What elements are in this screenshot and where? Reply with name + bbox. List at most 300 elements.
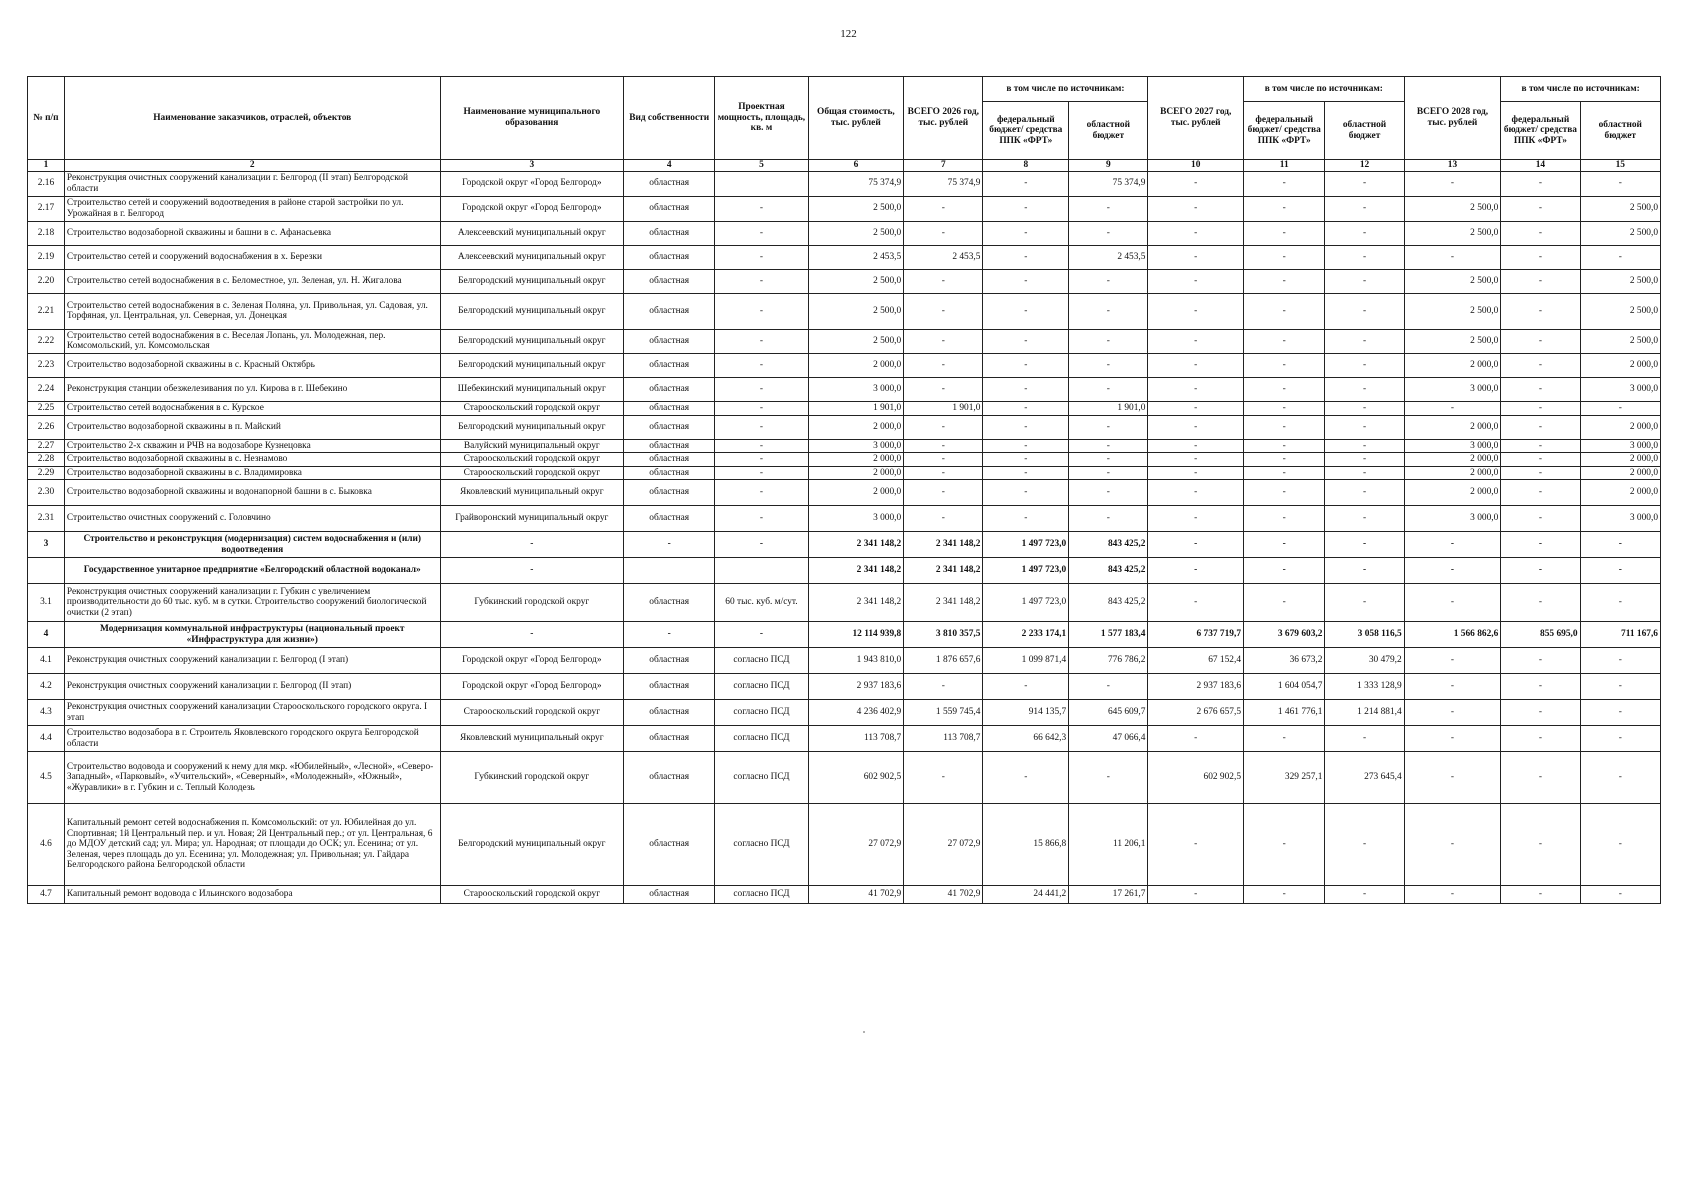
cell-total-2026: 113 708,7	[904, 726, 983, 752]
column-number: 3	[440, 160, 623, 172]
header-total-cost: Общая стоимость, тыс. рублей	[808, 77, 904, 160]
cell-capacity: -	[715, 329, 808, 353]
header-regional-2028: областной бюджет	[1580, 102, 1660, 160]
column-number: 4	[624, 160, 715, 172]
cell-total-cost: 2 500,0	[808, 196, 904, 221]
cell-regional-2027: -	[1325, 171, 1404, 196]
cell-row-num: 3	[28, 532, 65, 558]
cell-federal-2028: -	[1501, 171, 1580, 196]
cell-federal-2028: -	[1501, 804, 1580, 886]
header-num: № п/п	[28, 77, 65, 160]
column-number: 13	[1404, 160, 1501, 172]
cell-regional-2026: 1 901,0	[1069, 401, 1148, 415]
cell-ownership: областная	[624, 804, 715, 886]
cell-total-2026: -	[904, 221, 983, 245]
cell-federal-2028: -	[1501, 726, 1580, 752]
cell-regional-2028: -	[1580, 558, 1660, 584]
cell-total-2027: -	[1148, 804, 1244, 886]
cell-total-cost: 2 000,0	[808, 453, 904, 467]
header-sources-2028: в том числе по источникам:	[1501, 77, 1661, 102]
cell-federal-2027: -	[1244, 221, 1325, 245]
table-row	[28, 726, 1661, 752]
cell-total-2026: -	[904, 353, 983, 377]
cell-total-2028: 2 500,0	[1404, 293, 1501, 329]
cell-ownership: областная	[624, 480, 715, 506]
scan-artifact-dot	[863, 1031, 865, 1033]
cell-federal-2028: -	[1501, 453, 1580, 467]
cell-object-name: Строительство сетей и сооружений водоснабжения в х. Березки	[64, 245, 440, 269]
cell-regional-2028: 2 500,0	[1580, 221, 1660, 245]
cell-federal-2026: 1 497 723,0	[983, 584, 1069, 622]
cell-regional-2026: -	[1069, 453, 1148, 467]
cell-capacity: согласно ПСД	[715, 886, 808, 904]
cell-total-cost: 3 000,0	[808, 506, 904, 532]
cell-regional-2027: -	[1325, 221, 1404, 245]
cell-total-2026: -	[904, 329, 983, 353]
header-municipality: Наименование муниципального образования	[440, 77, 623, 160]
cell-ownership: областная	[624, 196, 715, 221]
cell-capacity: согласно ПСД	[715, 700, 808, 726]
cell-federal-2026: 66 642,3	[983, 726, 1069, 752]
cell-total-2028: 1 566 862,6	[1404, 622, 1501, 648]
table-section-row	[28, 622, 1661, 648]
cell-regional-2026: -	[1069, 752, 1148, 804]
table-row	[28, 466, 1661, 480]
cell-total-cost: 602 902,5	[808, 752, 904, 804]
table-row	[28, 221, 1661, 245]
cell-total-2026: 27 072,9	[904, 804, 983, 886]
cell-regional-2026: -	[1069, 466, 1148, 480]
cell-federal-2026: -	[983, 480, 1069, 506]
cell-municipality: Городской округ «Город Белгород»	[440, 648, 623, 674]
cell-regional-2027: -	[1325, 466, 1404, 480]
cell-regional-2026: 843 425,2	[1069, 558, 1148, 584]
table-row	[28, 886, 1661, 904]
cell-total-2027: 2 676 657,5	[1148, 700, 1244, 726]
cell-total-2027: -	[1148, 584, 1244, 622]
cell-total-2026: 75 374,9	[904, 171, 983, 196]
cell-total-2028: 2 000,0	[1404, 480, 1501, 506]
cell-federal-2028: -	[1501, 401, 1580, 415]
cell-regional-2028: -	[1580, 648, 1660, 674]
column-number: 14	[1501, 160, 1580, 172]
cell-object-name: Строительство водозаборной скважины в п. Майский	[64, 415, 440, 439]
cell-municipality: Городской округ «Город Белгород»	[440, 196, 623, 221]
cell-municipality: Губкинский городской округ	[440, 752, 623, 804]
cell-federal-2027: -	[1244, 726, 1325, 752]
cell-capacity: -	[715, 353, 808, 377]
cell-row-num: 2.28	[28, 453, 65, 467]
cell-object-name: Строительство сетей водоснабжения в с. Зеленая Поляна, ул. Привольная, ул. Садовая, ул. Торфяная, ул. Центральная, ул. Северная, ул. Донецкая	[64, 293, 440, 329]
cell-row-num	[28, 558, 65, 584]
cell-ownership: областная	[624, 584, 715, 622]
cell-federal-2026: 2 233 174,1	[983, 622, 1069, 648]
column-number: 11	[1244, 160, 1325, 172]
cell-row-num: 4.7	[28, 886, 65, 904]
cell-total-2028: -	[1404, 752, 1501, 804]
table-row	[28, 377, 1661, 401]
cell-federal-2028: -	[1501, 700, 1580, 726]
cell-regional-2028: 2 500,0	[1580, 329, 1660, 353]
cell-federal-2027: 1 461 776,1	[1244, 700, 1325, 726]
cell-total-2026: 2 341 148,2	[904, 558, 983, 584]
cell-ownership: областная	[624, 674, 715, 700]
cell-total-2028: -	[1404, 401, 1501, 415]
cell-capacity: согласно ПСД	[715, 804, 808, 886]
cell-total-2027: -	[1148, 245, 1244, 269]
cell-total-2028: -	[1404, 245, 1501, 269]
cell-row-num: 4.6	[28, 804, 65, 886]
cell-regional-2026: -	[1069, 269, 1148, 293]
cell-capacity: -	[715, 453, 808, 467]
cell-federal-2028: -	[1501, 221, 1580, 245]
cell-row-num: 2.29	[28, 466, 65, 480]
cell-total-2026: 2 341 148,2	[904, 532, 983, 558]
cell-capacity: согласно ПСД	[715, 752, 808, 804]
column-number: 1	[28, 160, 65, 172]
cell-federal-2027: -	[1244, 171, 1325, 196]
cell-ownership: областная	[624, 466, 715, 480]
cell-row-num: 4.3	[28, 700, 65, 726]
cell-capacity: -	[715, 293, 808, 329]
header-regional-2027: областной бюджет	[1325, 102, 1404, 160]
cell-federal-2027: -	[1244, 415, 1325, 439]
cell-regional-2027: -	[1325, 401, 1404, 415]
table-row	[28, 584, 1661, 622]
cell-total-2027: -	[1148, 453, 1244, 467]
cell-municipality: Валуйский муниципальный округ	[440, 439, 623, 453]
cell-total-2026: 1 559 745,4	[904, 700, 983, 726]
cell-total-2027: -	[1148, 480, 1244, 506]
cell-regional-2028: -	[1580, 171, 1660, 196]
cell-row-num: 2.30	[28, 480, 65, 506]
cell-municipality: Яковлевский муниципальный округ	[440, 480, 623, 506]
cell-total-2027: -	[1148, 293, 1244, 329]
cell-capacity: -	[715, 415, 808, 439]
cell-total-2028: 2 000,0	[1404, 415, 1501, 439]
table-row	[28, 700, 1661, 726]
cell-object-name: Строительство 2-х скважин и РЧВ на водозаборе Кузнецовка	[64, 439, 440, 453]
cell-ownership: областная	[624, 506, 715, 532]
cell-municipality: Старооскольский городской округ	[440, 401, 623, 415]
cell-federal-2026: -	[983, 171, 1069, 196]
cell-federal-2028: -	[1501, 466, 1580, 480]
cell-federal-2028: -	[1501, 674, 1580, 700]
cell-total-2027: -	[1148, 401, 1244, 415]
header-customer: Наименование заказчиков, отраслей, объектов	[64, 77, 440, 160]
cell-total-2026: -	[904, 480, 983, 506]
cell-regional-2027: -	[1325, 415, 1404, 439]
cell-object-name: Государственное унитарное предприятие «Белгородский областной водоканал»	[64, 558, 440, 584]
cell-ownership: областная	[624, 293, 715, 329]
cell-capacity: -	[715, 401, 808, 415]
cell-total-2028: 2 500,0	[1404, 196, 1501, 221]
cell-total-cost: 113 708,7	[808, 726, 904, 752]
cell-federal-2027: -	[1244, 293, 1325, 329]
cell-regional-2026: -	[1069, 353, 1148, 377]
cell-federal-2028: 855 695,0	[1501, 622, 1580, 648]
table-row	[28, 804, 1661, 886]
cell-total-cost: 2 341 148,2	[808, 584, 904, 622]
cell-regional-2026: 47 066,4	[1069, 726, 1148, 752]
cell-total-2028: -	[1404, 700, 1501, 726]
cell-total-2026: -	[904, 453, 983, 467]
cell-regional-2028: -	[1580, 752, 1660, 804]
cell-object-name: Реконструкция очистных сооружений канализации г. Белгород (II этап)	[64, 674, 440, 700]
cell-regional-2026: -	[1069, 377, 1148, 401]
cell-regional-2026: 843 425,2	[1069, 584, 1148, 622]
cell-ownership: -	[624, 532, 715, 558]
cell-ownership: областная	[624, 377, 715, 401]
cell-federal-2026: -	[983, 221, 1069, 245]
table-section-row	[28, 558, 1661, 584]
cell-object-name: Строительство сетей и сооружений водоотведения в районе старой застройки по ул. Урожайная в г. Белгород	[64, 196, 440, 221]
cell-regional-2026: -	[1069, 674, 1148, 700]
cell-object-name: Реконструкция очистных сооружений канализации г. Губкин с увеличением производительности до 60 тыс. куб. м в сутки. Строительство сооружений биологической очистки (2 этап)	[64, 584, 440, 622]
cell-regional-2028: -	[1580, 886, 1660, 904]
cell-regional-2026: -	[1069, 480, 1148, 506]
cell-total-2028: 3 000,0	[1404, 506, 1501, 532]
cell-municipality: Грайворонский муниципальный округ	[440, 506, 623, 532]
cell-regional-2028: -	[1580, 804, 1660, 886]
investment-program-table	[27, 76, 1661, 904]
cell-regional-2027: 30 479,2	[1325, 648, 1404, 674]
cell-regional-2027: 273 645,4	[1325, 752, 1404, 804]
cell-total-2027: -	[1148, 726, 1244, 752]
cell-total-2026: -	[904, 196, 983, 221]
cell-total-cost: 41 702,9	[808, 886, 904, 904]
cell-row-num: 2.24	[28, 377, 65, 401]
cell-row-num: 2.17	[28, 196, 65, 221]
cell-total-cost: 2 000,0	[808, 480, 904, 506]
cell-federal-2027: 36 673,2	[1244, 648, 1325, 674]
cell-total-2028: -	[1404, 648, 1501, 674]
cell-regional-2027: -	[1325, 293, 1404, 329]
cell-capacity: согласно ПСД	[715, 648, 808, 674]
cell-object-name: Строительство и реконструкция (модернизация) систем водоснабжения и (или) водоотведения	[64, 532, 440, 558]
cell-federal-2026: 1 497 723,0	[983, 532, 1069, 558]
header-sources-2027: в том числе по источникам:	[1244, 77, 1405, 102]
cell-row-num: 2.27	[28, 439, 65, 453]
cell-federal-2027: -	[1244, 401, 1325, 415]
table-row	[28, 480, 1661, 506]
cell-object-name: Строительство водозаборной скважины в с. Незнамово	[64, 453, 440, 467]
cell-federal-2028: -	[1501, 886, 1580, 904]
cell-total-cost: 2 500,0	[808, 329, 904, 353]
cell-regional-2026: 843 425,2	[1069, 532, 1148, 558]
cell-total-2027: -	[1148, 415, 1244, 439]
table-row	[28, 401, 1661, 415]
cell-municipality: Губкинский городской округ	[440, 584, 623, 622]
cell-federal-2027: -	[1244, 480, 1325, 506]
cell-total-2028: -	[1404, 558, 1501, 584]
cell-regional-2027: 1 333 128,9	[1325, 674, 1404, 700]
cell-regional-2027: -	[1325, 453, 1404, 467]
cell-capacity: -	[715, 532, 808, 558]
cell-total-cost: 27 072,9	[808, 804, 904, 886]
cell-row-num: 4.5	[28, 752, 65, 804]
cell-regional-2026: -	[1069, 221, 1148, 245]
cell-municipality: Белгородский муниципальный округ	[440, 804, 623, 886]
cell-total-cost: 3 000,0	[808, 377, 904, 401]
cell-total-2028: -	[1404, 674, 1501, 700]
cell-ownership: областная	[624, 329, 715, 353]
cell-object-name: Модернизация коммунальной инфраструктуры (национальный проект «Инфраструктура для жизни»)	[64, 622, 440, 648]
cell-municipality: -	[440, 622, 623, 648]
cell-regional-2028: 2 000,0	[1580, 466, 1660, 480]
cell-federal-2026: -	[983, 453, 1069, 467]
cell-municipality: Белгородский муниципальный округ	[440, 293, 623, 329]
cell-total-2028: -	[1404, 584, 1501, 622]
cell-federal-2027: -	[1244, 804, 1325, 886]
cell-total-2028: 2 500,0	[1404, 269, 1501, 293]
cell-total-2026: 41 702,9	[904, 886, 983, 904]
cell-row-num: 2.26	[28, 415, 65, 439]
cell-object-name: Капитальный ремонт сетей водоснабжения п. Комсомольский: от ул. Юбилейная до ул. Спортивная; 1й Центральный пер. и ул. Новая; 2й Центральный пер.; от ул. Центральная, 6 до МДОУ детский сад; ул. Мира; ул. Народная; от площади до ОСК; ул. Есенина; от ул. Зеленая, через площадь до ул. Есенина; ул. Молодежная; ул. Привольная; ул. Гайдара Белгородского района Белгородской области	[64, 804, 440, 886]
table-row	[28, 353, 1661, 377]
cell-regional-2028: 3 000,0	[1580, 377, 1660, 401]
header-total-2026: ВСЕГО 2026 год, тыс. рублей	[904, 77, 983, 160]
cell-ownership: областная	[624, 353, 715, 377]
table-row	[28, 506, 1661, 532]
cell-federal-2027: -	[1244, 532, 1325, 558]
cell-total-2028: 2 000,0	[1404, 466, 1501, 480]
cell-regional-2027: -	[1325, 353, 1404, 377]
cell-object-name: Строительство водозаборной скважины и водонапорной башни в с. Быковка	[64, 480, 440, 506]
cell-total-2028: 2 500,0	[1404, 221, 1501, 245]
cell-federal-2026: -	[983, 196, 1069, 221]
cell-total-2027: -	[1148, 506, 1244, 532]
cell-regional-2028: 2 000,0	[1580, 453, 1660, 467]
cell-total-2026: -	[904, 466, 983, 480]
cell-regional-2028: 2 500,0	[1580, 293, 1660, 329]
table-row	[28, 245, 1661, 269]
cell-federal-2027: -	[1244, 886, 1325, 904]
cell-regional-2027: -	[1325, 726, 1404, 752]
cell-object-name: Реконструкция станции обезжелезивания по ул. Кирова в г. Шебекино	[64, 377, 440, 401]
cell-ownership: областная	[624, 221, 715, 245]
cell-ownership: областная	[624, 453, 715, 467]
cell-total-cost: 12 114 939,8	[808, 622, 904, 648]
cell-regional-2026: 776 786,2	[1069, 648, 1148, 674]
cell-row-num: 4	[28, 622, 65, 648]
cell-ownership: областная	[624, 648, 715, 674]
cell-total-cost: 2 000,0	[808, 466, 904, 480]
cell-regional-2028: 2 000,0	[1580, 415, 1660, 439]
cell-row-num: 2.19	[28, 245, 65, 269]
cell-federal-2026: -	[983, 752, 1069, 804]
cell-total-2028: 3 000,0	[1404, 439, 1501, 453]
cell-total-2027: -	[1148, 439, 1244, 453]
cell-federal-2026: 914 135,7	[983, 700, 1069, 726]
cell-regional-2028: -	[1580, 700, 1660, 726]
cell-total-2028: -	[1404, 804, 1501, 886]
table-row	[28, 453, 1661, 467]
cell-total-2028: 3 000,0	[1404, 377, 1501, 401]
cell-municipality: Старооскольский городской округ	[440, 466, 623, 480]
cell-capacity: -	[715, 245, 808, 269]
cell-capacity: -	[715, 439, 808, 453]
cell-regional-2028: 3 000,0	[1580, 439, 1660, 453]
cell-federal-2026: -	[983, 506, 1069, 532]
cell-capacity: согласно ПСД	[715, 726, 808, 752]
cell-federal-2028: -	[1501, 506, 1580, 532]
cell-ownership: областная	[624, 269, 715, 293]
table-row	[28, 269, 1661, 293]
cell-total-2026: -	[904, 752, 983, 804]
cell-federal-2028: -	[1501, 377, 1580, 401]
cell-federal-2026: -	[983, 269, 1069, 293]
cell-total-cost: 2 500,0	[808, 221, 904, 245]
cell-capacity: -	[715, 466, 808, 480]
cell-row-num: 4.1	[28, 648, 65, 674]
cell-regional-2028: 2 000,0	[1580, 353, 1660, 377]
table-row	[28, 415, 1661, 439]
cell-capacity: -	[715, 622, 808, 648]
cell-ownership: областная	[624, 401, 715, 415]
cell-object-name: Строительство сетей водоснабжения в с. Веселая Лопань, ул. Молодежная, пер. Комсомольский, ул. Комсомольская	[64, 329, 440, 353]
cell-row-num: 2.22	[28, 329, 65, 353]
cell-regional-2028: -	[1580, 245, 1660, 269]
cell-regional-2027: -	[1325, 329, 1404, 353]
cell-ownership: областная	[624, 439, 715, 453]
cell-regional-2026: 17 261,7	[1069, 886, 1148, 904]
table-row	[28, 329, 1661, 353]
cell-capacity: -	[715, 480, 808, 506]
cell-federal-2027: -	[1244, 584, 1325, 622]
cell-regional-2027: -	[1325, 196, 1404, 221]
header-total-2028: ВСЕГО 2028 год, тыс. рублей	[1404, 77, 1501, 160]
cell-total-2028: 2 500,0	[1404, 329, 1501, 353]
cell-row-num: 3.1	[28, 584, 65, 622]
cell-federal-2028: -	[1501, 196, 1580, 221]
column-number: 6	[808, 160, 904, 172]
cell-regional-2027: -	[1325, 377, 1404, 401]
cell-total-2026: -	[904, 439, 983, 453]
cell-federal-2026: -	[983, 439, 1069, 453]
cell-regional-2027: -	[1325, 584, 1404, 622]
cell-federal-2026: -	[983, 674, 1069, 700]
cell-total-2028: -	[1404, 886, 1501, 904]
cell-ownership: областная	[624, 415, 715, 439]
cell-total-2026: -	[904, 506, 983, 532]
cell-municipality: Белгородский муниципальный округ	[440, 329, 623, 353]
cell-regional-2028: 711 167,6	[1580, 622, 1660, 648]
cell-total-cost: 2 341 148,2	[808, 558, 904, 584]
cell-federal-2028: -	[1501, 415, 1580, 439]
cell-federal-2028: -	[1501, 558, 1580, 584]
cell-total-2026: 1 901,0	[904, 401, 983, 415]
cell-municipality: Городской округ «Город Белгород»	[440, 171, 623, 196]
cell-total-2027: -	[1148, 171, 1244, 196]
cell-regional-2026: 75 374,9	[1069, 171, 1148, 196]
header-federal-2027: федеральный бюджет/ средства ППК «ФРТ»	[1244, 102, 1325, 160]
cell-object-name: Строительство водозаборной скважины и башни в с. Афанасьевка	[64, 221, 440, 245]
table-row	[28, 196, 1661, 221]
cell-federal-2027: -	[1244, 196, 1325, 221]
cell-federal-2028: -	[1501, 584, 1580, 622]
cell-ownership: областная	[624, 726, 715, 752]
cell-total-2028: 2 000,0	[1404, 453, 1501, 467]
cell-federal-2026: 1 497 723,0	[983, 558, 1069, 584]
cell-total-2026: -	[904, 674, 983, 700]
cell-federal-2027: 1 604 054,7	[1244, 674, 1325, 700]
cell-municipality: Старооскольский городской округ	[440, 453, 623, 467]
cell-regional-2026: 1 577 183,4	[1069, 622, 1148, 648]
header-regional-2026: областной бюджет	[1069, 102, 1148, 160]
cell-regional-2027: -	[1325, 506, 1404, 532]
cell-regional-2028: -	[1580, 674, 1660, 700]
